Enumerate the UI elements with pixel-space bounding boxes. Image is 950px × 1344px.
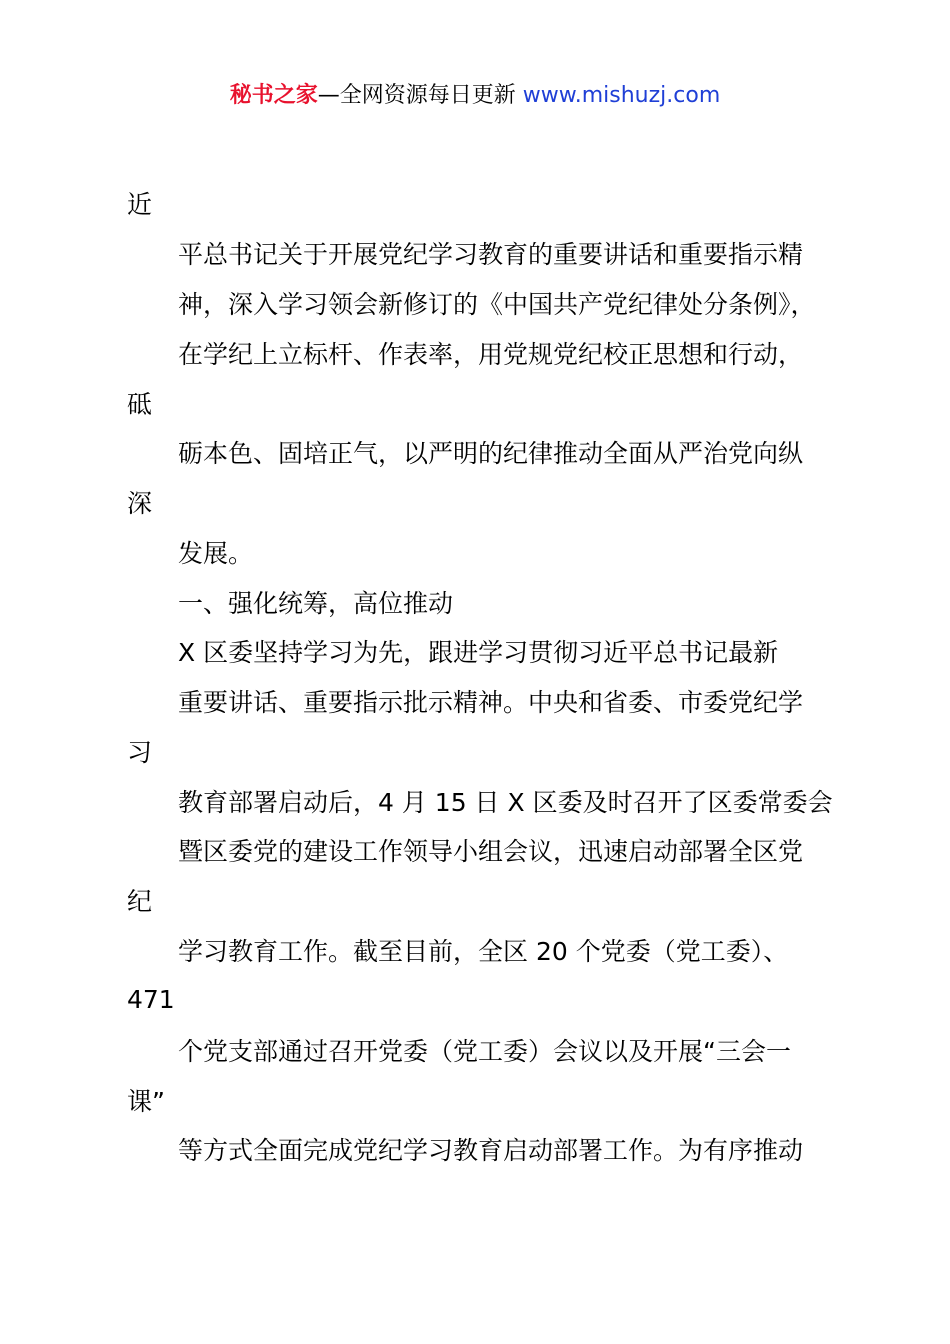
site-brand: 秘书之家	[229, 83, 318, 108]
text-line: 教育部署启动后，4 月 15 日 X 区委及时召开了区委常委会	[178, 788, 833, 817]
text-line: 个党支部通过召开党委（党工委）会议以及开展“三会一	[178, 1037, 791, 1066]
text-line: X 区委坚持学习为先，跟进学习贯彻习近平总书记最新	[178, 638, 779, 667]
text-line: 砥	[127, 390, 153, 419]
text-line: 在学纪上立标杆、作表率，用党规党纪校正思想和行动，	[178, 340, 804, 369]
text-line: 等方式全面完成党纪学习教育启动部署工作。为有序推动	[178, 1136, 804, 1165]
site-tagline: —全网资源每日更新	[317, 83, 523, 108]
site-header	[0, 80, 950, 112]
section-heading: 一、强化统筹，高位推动	[178, 589, 454, 618]
text-line: 暨区委党的建设工作领导小组会议，迅速启动部署全区党	[178, 837, 804, 866]
text-line: 神，深入学习领会新修订的《中国共产党纪律处分条例》，	[178, 290, 816, 319]
text-line: 近	[127, 190, 153, 219]
text-line: 习	[127, 738, 153, 767]
text-line: 深	[127, 489, 153, 518]
text-line: 重要讲话、重要指示批示精神。中央和省委、市委党纪学	[178, 688, 804, 717]
text-line: 纪	[127, 887, 153, 916]
text-line: 学习教育工作。截至目前，全区 20 个党委（党工委）、	[178, 937, 789, 966]
text-line: 471	[127, 985, 175, 1014]
text-line: 砺本色、固培正气，以严明的纪律推动全面从严治党向纵	[178, 439, 804, 468]
text-line: 发展。	[178, 539, 254, 568]
text-line: 平总书记关于开展党纪学习教育的重要讲话和重要指示精	[178, 240, 804, 269]
site-url[interactable]: www.mishuzj.com	[522, 83, 721, 108]
text-line: 课”	[127, 1087, 165, 1116]
